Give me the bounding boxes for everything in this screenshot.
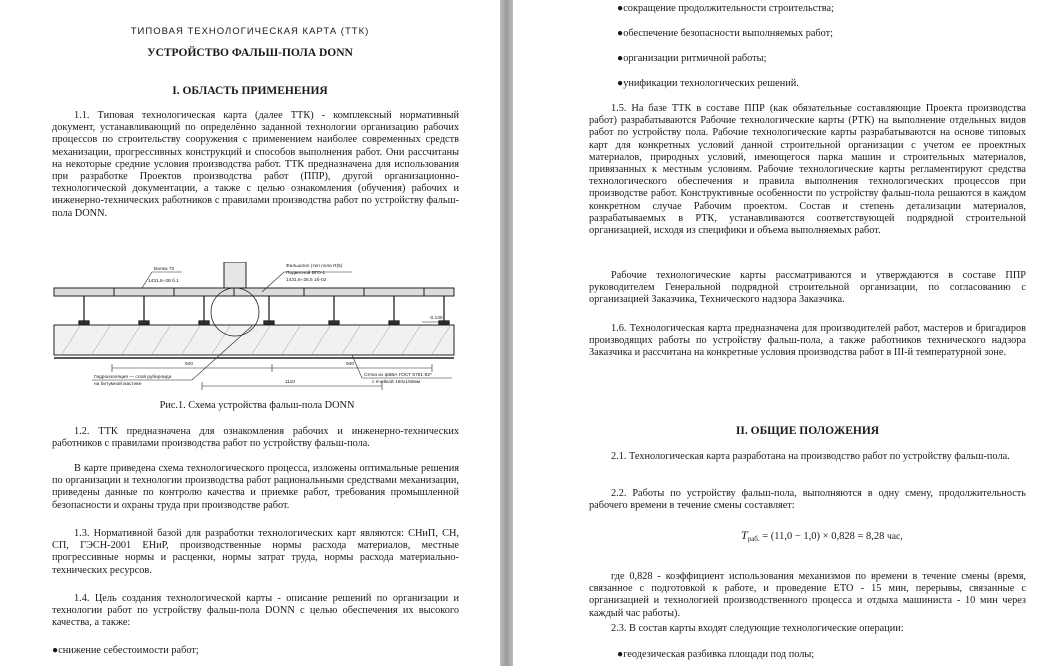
dimension-1110: 1110 xyxy=(285,380,295,385)
label-beam: Балка 72 xyxy=(154,267,175,272)
label-support: Подвесной ВГО-1 xyxy=(286,271,326,276)
left-page xyxy=(0,0,500,666)
formula-symbol: T xyxy=(741,528,748,542)
formula-subscript: раб. xyxy=(747,535,760,543)
label-profile: 1431,6–28 б.1 xyxy=(148,279,179,284)
document-title: УСТРОЙСТВО ФАЛЬШ-ПОЛА DONN xyxy=(147,47,353,59)
pedestal-supports xyxy=(79,296,449,324)
bullet-duration: ●сокращение продолжительности строительства; xyxy=(617,3,834,14)
paragraph-2-3: 2.3. В состав карты входят следующие технологические операции: xyxy=(611,623,904,634)
page-gutter xyxy=(500,0,513,666)
paragraph-approval: Рабочие технологические карты рассматриваются и утверждаются в составе ППР руководителем Генеральной подрядной строительной организации, по согласованию с организацией Заказчика, Технического надзора Заказчика. xyxy=(589,270,1026,306)
paragraph-2-2: 2.2. Работы по устройству фальш-пола, выполняются в одну смену, продолжительность рабочего времени в течение смены составляет: xyxy=(589,488,1026,512)
formula-expression: = (11,0 − 1,0) × 0,828 = 8,28 xyxy=(759,531,885,542)
label-raised-floor: Фальшпол (тип пола R(5) xyxy=(286,264,343,269)
label-waterproofing: Гидроизоляция — слой рубероида xyxy=(94,375,172,380)
label-mesh-cell: с ячейкой 150х150мм xyxy=(372,380,421,385)
dimension-940-right: 940 xyxy=(346,362,355,367)
working-time-formula xyxy=(741,528,903,543)
bullet-cost-reduction: ●снижение себестоимости работ; xyxy=(52,645,199,656)
paragraph-1-3: 1.3. Нормативной базой для разработки технологических карт являются: СНиП, СН, СП, ГЭСН-2001 ЕНиР, производственные нормы расхода материалов, местные прогрессивные нормы и расценки, нормы затрат труда, нормы расхода материально-технических ресурсов. xyxy=(52,528,459,576)
section-title-general: II. ОБЩИЕ ПОЛОЖЕНИЯ xyxy=(735,425,880,437)
running-header: ТИПОВАЯ ТЕХНОЛОГИЧЕСКАЯ КАРТА (ТТК) xyxy=(130,26,370,37)
bullet-rhythm: ●организации ритмичной работы; xyxy=(617,53,767,64)
formula-unit: час, xyxy=(887,532,903,542)
right-page xyxy=(513,0,1037,666)
paragraph-1-6: 1.6. Технологическая карта предназначена для производителей работ, мастеров и бригадиров производящих работы по устройству фальш-пола, а также работников технического надзора Заказчика и рассчитана на конкретные условия производства работ в III-й температурной зоне. xyxy=(589,323,1026,359)
paragraph-coefficient: где 0,828 - коэффициент использования механизмов по времени в течение смены (время, связанное с подготовкой к работе, и проведение ЕТО - 15 мин, перерывы, связанные с организацией и технологией производственного процесса и отдыха машиниста - 10 мин через каждый час работы). xyxy=(589,571,1026,619)
paragraph-1-1: 1.1. Типовая технологическая карта (далее ТТК) - комплексный нормативный документ, устанавливающий по определённо заданной технологии организацию рабочих процессов по строительству сооружения с применением наиболее современных средств механизации, прогрессивных конструкций и способов выполнения работ. Они рассчитаны на некоторые средние условия производства работ. ТТК предназначена для использования при разработке Проектов производства работ (ППР), другой организационно-технологической документации, а также с целью ознакомления (обучения) рабочих и инженерно-технических работников с правилами производства работ по устройству фальш-пола DONN. xyxy=(52,110,459,219)
figure-caption: Рис.1. Схема устройства фальш-пола DONN xyxy=(159,400,355,411)
wall-section xyxy=(224,262,246,288)
paragraph-scheme: В карте приведена схема технологического процесса, изложены оптимальные решения по организации и технологии производства работ рациональными средствами механизации, приведены данные по контролю качества и приемке работ, требования промышленной безопасности и охраны труда при производстве работ. xyxy=(52,463,459,511)
paragraph-2-1: 2.1. Технологическая карта разработана на производство работ по устройству фальш-пола. xyxy=(611,451,1010,462)
bullet-geodetic: ●геодезическая разбивка площади под полы; xyxy=(617,649,815,660)
label-series: 1431,6–28,5 1б-02 xyxy=(286,278,327,283)
bullet-safety: ●обеспечение безопасности выполняемых работ; xyxy=(617,28,834,39)
false-floor-diagram xyxy=(52,262,462,397)
paragraph-1-4: 1.4. Цель создания технологической карты - описание решений по организации и технологии работ по устройству фальш-пола DONN с целью обеспечения их высокого качества, а также: xyxy=(52,593,459,629)
label-mastic: на битумной мастике xyxy=(94,382,142,387)
label-mesh: Сетка из ф5ВА ГОСТ 5781-82* xyxy=(364,373,432,378)
paragraph-1-5: 1.5. На базе ТТК в составе ППР (как обязательные составляющие Проекта производства работ) разрабатываются Рабочие технологические карты (РТК) на выполнение отдельных видов работ по устройству пола. Рабочие технологические карты разрабатываются на основе типовых карт для конкретных условий данной строительной организации с учетом ее проектных материалов, природных условий, имеющегося парка машин и строительных материалов, привязанных к местным условиям. Рабочие технологические карты регламентируют средства технологического обеспечения и правила выполнения технологических процессов при производстве работ. Конструктивные особенности по устройству фальш-пола решаются в каждом конкретном случае Рабочим проектом. Состав и степень детализации материалов, разрабатываемых в РТК, устанавливаются соответствующей подрядной строительной организацией, исходя из специфики и объема выполняемых работ. xyxy=(589,103,1026,237)
label-level: -0,130 xyxy=(429,316,443,321)
dimension-940-left: 940 xyxy=(185,362,194,367)
section-title-scope: I. ОБЛАСТЬ ПРИМЕНЕНИЯ xyxy=(172,85,328,97)
bullet-unification: ●унификации технологических решений. xyxy=(617,78,799,89)
paragraph-1-2: 1.2. ТТК предназначена для ознакомления рабочих и инженерно-технических работников с правилами производства работ по устройству фальш-пола. xyxy=(52,426,459,450)
